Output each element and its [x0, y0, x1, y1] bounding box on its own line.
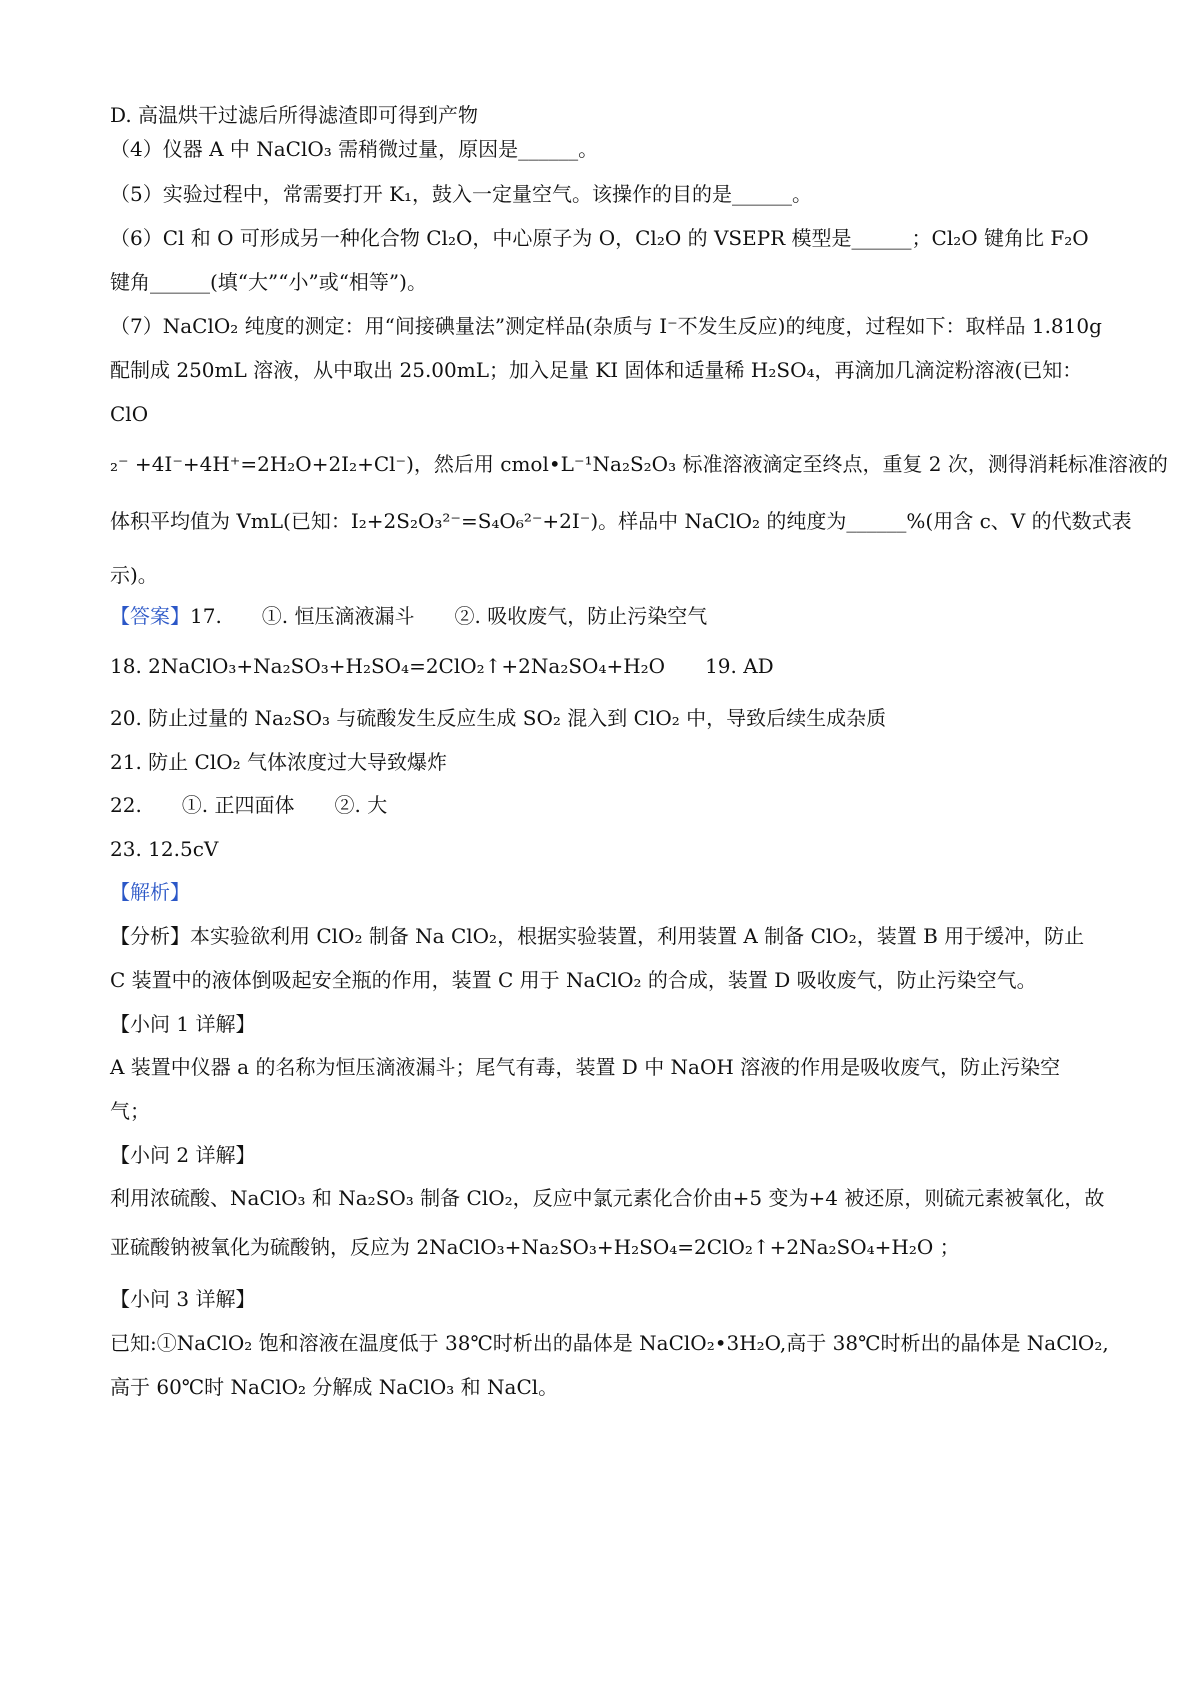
sub-question-2-text: 利用浓硫酸、NaClO₃ 和 Na₂SO₃ 制备 ClO₂，反应中氯元素化合价由+5 变为+4 被还原，则硫元素被氧化，故: [110, 1186, 1105, 1210]
question-7-cont: 配制成 250mL 溶液，从中取出 25.00mL；加入足量 KI 固体和适量稀 H₂SO₄，再滴加几滴淀粉溶液(已知：: [110, 358, 1083, 382]
sub-question-1-heading: 【小问 1 详解】: [110, 1012, 256, 1036]
sub-question-3-text-cont: 高于 60℃时 NaClO₂ 分解成 NaClO₃ 和 NaCl。: [110, 1375, 559, 1399]
answer-23: 23. 12.5cV: [110, 837, 219, 861]
question-7: （7）NaClO₂ 纯度的测定：用“间接碘量法”测定样品(杂质与 I⁻不发生反应)的纯度，过程如下：取样品 1.810g: [110, 314, 1102, 338]
analysis-summary-cont: C 装置中的液体倒吸起安全瓶的作用，装置 C 用于 NaClO₂ 的合成，装置 D 吸收废气，防止污染空气。: [110, 968, 1037, 992]
answer-21: 21. 防止 ClO₂ 气体浓度过大导致爆炸: [110, 750, 447, 774]
answer-18-19: 18. 2NaClO₃+Na₂SO₃+H₂SO₄=2ClO₂↑+2Na₂SO₄+H₂O 19. AD: [110, 654, 774, 678]
sub-question-2-heading: 【小问 2 详解】: [110, 1143, 256, 1167]
answer-22: 22. ①. 正四面体 ②. 大: [110, 793, 388, 817]
analysis-summary: 【分析】本实验欲利用 ClO₂ 制备 Na ClO₂，根据实验装置，利用装置 A 制备 ClO₂，装置 B 用于缓冲，防止: [110, 924, 1085, 948]
sub-question-3-text: 已知:①NaClO₂ 饱和溶液在温度低于 38℃时析出的晶体是 NaClO₂•3H₂O,高于 38℃时析出的晶体是 NaClO₂,: [110, 1331, 1109, 1355]
sub-question-3-heading: 【小问 3 详解】: [110, 1287, 256, 1311]
answer-row-17: [110, 604, 1100, 628]
answer-tag: 【答案】: [110, 604, 190, 628]
question-7-reaction: ₂⁻ +4I⁻+4H⁺=2H₂O+2I₂+Cl⁻)，然后用 cmol•L⁻¹Na₂S₂O₃ 标准溶液滴定至终点，重复 2 次，测得消耗标准溶液的: [110, 452, 1168, 476]
answer-17: 17. ①. 恒压滴液漏斗 ②. 吸收废气，防止污染空气: [190, 604, 708, 628]
question-6-cont: 键角______(填“大”“小”或“相等”)。: [110, 270, 427, 294]
option-d: D. 高温烘干过滤后所得滤渣即可得到产物: [110, 103, 479, 127]
question-7-clo: ClO: [110, 402, 149, 426]
analysis-tag: 【解析】: [110, 880, 190, 904]
sub-question-1-text: A 装置中仪器 a 的名称为恒压滴液漏斗；尾气有毒，装置 D 中 NaOH 溶液的作用是吸收废气，防止污染空: [110, 1055, 1061, 1079]
answer-20: 20. 防止过量的 Na₂SO₃ 与硫酸发生反应生成 SO₂ 混入到 ClO₂ 中，导致后续生成杂质: [110, 706, 887, 730]
sub-question-1-text-cont: 气；: [110, 1099, 150, 1123]
question-7-volume: 体积平均值为 VmL(已知：I₂+2S₂O₃²⁻=S₄O₆²⁻+2I⁻)。样品中 NaClO₂ 的纯度为______%(用含 c、V 的代数式表: [110, 509, 1132, 533]
question-4: （4）仪器 A 中 NaClO₃ 需稍微过量，原因是______。: [110, 137, 599, 161]
sub-question-2-equation: 亚硫酸钠被氧化为硫酸钠，反应为 2NaClO₃+Na₂SO₃+H₂SO₄=2ClO₂↑+2Na₂SO₄+H₂O ；: [110, 1235, 960, 1259]
question-7-end: 示)。: [110, 563, 158, 587]
question-6: （6）Cl 和 O 可形成另一种化合物 Cl₂O，中心原子为 O，Cl₂O 的 VSEPR 模型是______；Cl₂O 键角比 F₂O: [110, 226, 1089, 250]
question-5: （5）实验过程中，常需要打开 K₁，鼓入一定量空气。该操作的目的是______。: [110, 182, 813, 206]
